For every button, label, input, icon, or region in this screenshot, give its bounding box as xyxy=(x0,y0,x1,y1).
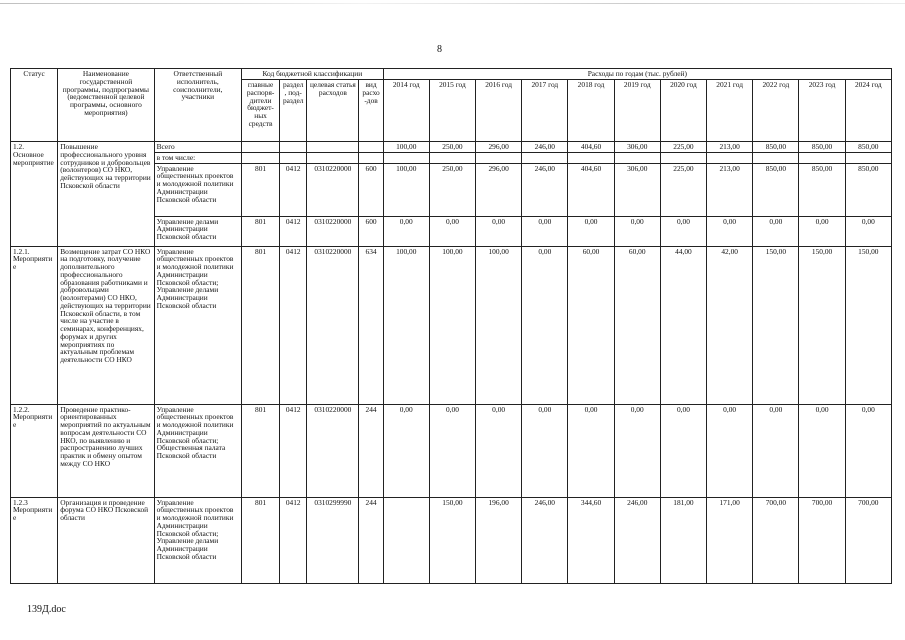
value-cell: 250,00 xyxy=(429,163,475,216)
value-cell: 850,00 xyxy=(799,142,845,153)
value-cell xyxy=(383,497,429,583)
value-cell: 296,00 xyxy=(476,163,522,216)
value-cell: 100,00 xyxy=(383,163,429,216)
value-cell: 0,00 xyxy=(568,404,614,497)
header-year: 2016 год xyxy=(476,80,522,142)
table-row xyxy=(11,142,892,153)
value-cell: 404,60 xyxy=(568,163,614,216)
header-rz: раздел, под-раздел xyxy=(280,80,307,142)
header-year: 2022 год xyxy=(753,80,799,142)
value-cell: 246,00 xyxy=(522,142,568,153)
value-cell: 296,00 xyxy=(476,142,522,153)
value-cell: 306,00 xyxy=(614,163,660,216)
value-cell: 850,00 xyxy=(845,142,891,153)
value-cell: 0,00 xyxy=(522,404,568,497)
value-cell: 0,00 xyxy=(383,404,429,497)
header-csr: целевая статья расходов xyxy=(307,80,359,142)
value-cell: 404,60 xyxy=(568,142,614,153)
value-cell: 250,00 xyxy=(429,142,475,153)
rz-cell: 0412 xyxy=(280,216,307,246)
value-cell: 0,00 xyxy=(476,216,522,246)
value-cell: 0,00 xyxy=(522,216,568,246)
header-budget-code: Код бюджетной классификации xyxy=(242,69,384,80)
header-year: 2018 год xyxy=(568,80,614,142)
value-cell: 0,00 xyxy=(707,216,753,246)
value-cell: 100,00 xyxy=(383,142,429,153)
value-cell: 60,00 xyxy=(568,246,614,404)
value-cell: 0,00 xyxy=(383,216,429,246)
value-cell: 0,00 xyxy=(476,404,522,497)
responsible-cell: Всего xyxy=(154,142,241,153)
vr-cell: 634 xyxy=(359,246,383,404)
value-cell: 0,00 xyxy=(707,404,753,497)
gr-cell: 801 xyxy=(242,163,280,216)
gr-cell: 801 xyxy=(242,404,280,497)
value-cell: 225,00 xyxy=(660,142,706,153)
gr-cell: 801 xyxy=(242,497,280,583)
value-cell: 246,00 xyxy=(522,497,568,583)
scan-edge-line xyxy=(0,3,905,4)
header-expenses: Расходы по годам (тыс. рублей) xyxy=(383,69,891,80)
value-cell: 213,00 xyxy=(707,163,753,216)
csr-cell: 0310220000 xyxy=(307,163,359,216)
value-cell: 246,00 xyxy=(522,163,568,216)
header-year: 2017 год xyxy=(522,80,568,142)
value-cell: 0,00 xyxy=(429,404,475,497)
value-cell: 171,00 xyxy=(707,497,753,583)
value-cell: 700,00 xyxy=(753,497,799,583)
rz-cell: 0412 xyxy=(280,163,307,216)
header-year: 2023 год xyxy=(799,80,845,142)
vr-cell: 244 xyxy=(359,404,383,497)
header-year: 2015 год xyxy=(429,80,475,142)
budget-table xyxy=(10,68,892,584)
value-cell: 0,00 xyxy=(845,404,891,497)
value-cell: 0,00 xyxy=(660,216,706,246)
table-row xyxy=(11,497,892,583)
responsible-cell: Управление общественных проектов и молодежной политики Администрации Псковской области xyxy=(154,163,241,216)
value-cell: 0,00 xyxy=(660,404,706,497)
value-cell: 0,00 xyxy=(799,216,845,246)
value-cell: 196,00 xyxy=(476,497,522,583)
value-cell: 0,00 xyxy=(522,246,568,404)
responsible-cell: в том числе: xyxy=(154,152,241,163)
value-cell: 181,00 xyxy=(660,497,706,583)
value-cell: 0,00 xyxy=(568,216,614,246)
rz-cell: 0412 xyxy=(280,497,307,583)
name-cell: Проведение практико-ориентированных мероприятий по актуальным вопросам деятельности СО НКО, по выявлению и распространению лучших практик и обмену опытом между СО НКО xyxy=(58,404,154,497)
name-cell: Возмещение затрат СО НКО на подготовку, получение дополнительного профессионального образования работниками и добровольцами (волонтерами) СО НКО, действующих на территории Псковской области, в том числе на участие в семинарах, конференциях, форумах и других мероприятиях по актуальным проблемам деятельности СО НКО xyxy=(58,246,154,404)
rz-cell: 0412 xyxy=(280,246,307,404)
vr-cell: 600 xyxy=(359,216,383,246)
value-cell: 0,00 xyxy=(753,216,799,246)
footer-filename: 139Д.doc xyxy=(27,604,66,615)
value-cell: 100,00 xyxy=(476,246,522,404)
header-year: 2019 год xyxy=(614,80,660,142)
status-cell: 1.2.2. Мероприятие xyxy=(11,404,58,497)
status-cell: 1.2. Основное мероприятие xyxy=(11,142,58,247)
value-cell: 225,00 xyxy=(660,163,706,216)
value-cell: 150,00 xyxy=(753,246,799,404)
value-cell: 0,00 xyxy=(799,404,845,497)
header-responsible: Ответственный исполнитель, соисполнители, участники xyxy=(154,69,241,142)
header-year: 2020 год xyxy=(660,80,706,142)
rz-cell: 0412 xyxy=(280,404,307,497)
header-status: Статус xyxy=(11,69,58,142)
value-cell: 700,00 xyxy=(845,497,891,583)
value-cell: 850,00 xyxy=(753,142,799,153)
value-cell: 100,00 xyxy=(383,246,429,404)
header-year: 2014 год xyxy=(383,80,429,142)
gr-cell: 801 xyxy=(242,246,280,404)
value-cell: 100,00 xyxy=(429,246,475,404)
responsible-cell: Управление делами Администрации Псковской области xyxy=(154,216,241,246)
csr-cell: 0310299990 xyxy=(307,497,359,583)
header-year: 2024 год xyxy=(845,80,891,142)
value-cell: 0,00 xyxy=(429,216,475,246)
value-cell: 850,00 xyxy=(845,163,891,216)
csr-cell: 0310220000 xyxy=(307,246,359,404)
responsible-cell: Управление общественных проектов и молодежной политики Администрации Псковской области; Общественная палата Псковской области xyxy=(154,404,241,497)
csr-cell: 0310220000 xyxy=(307,216,359,246)
value-cell: 150,00 xyxy=(845,246,891,404)
value-cell: 0,00 xyxy=(753,404,799,497)
value-cell: 344,60 xyxy=(568,497,614,583)
value-cell: 850,00 xyxy=(753,163,799,216)
value-cell: 213,00 xyxy=(707,142,753,153)
value-cell: 60,00 xyxy=(614,246,660,404)
value-cell: 700,00 xyxy=(799,497,845,583)
header-vr: вид расхо-дов xyxy=(359,80,383,142)
header-gr: главные распоря-дители бюджет-ных средств xyxy=(242,80,280,142)
value-cell: 0,00 xyxy=(845,216,891,246)
value-cell: 150,00 xyxy=(799,246,845,404)
name-cell: Повышение профессионального уровня сотрудников и добровольцев (волонтеров) СО НКО, действующих на территории Псковской области xyxy=(58,142,154,247)
gr-cell: 801 xyxy=(242,216,280,246)
csr-cell: 0310220000 xyxy=(307,404,359,497)
responsible-cell: Управление общественных проектов и молодежной политики Администрации Псковской области; Управление делами Администрации Псковской области xyxy=(154,497,241,583)
name-cell: Организация и проведение форума СО НКО Псковской области xyxy=(58,497,154,583)
value-cell: 246,00 xyxy=(614,497,660,583)
vr-cell: 600 xyxy=(359,163,383,216)
table-row xyxy=(11,246,892,404)
value-cell: 306,00 xyxy=(614,142,660,153)
value-cell: 0,00 xyxy=(614,216,660,246)
value-cell: 44,00 xyxy=(660,246,706,404)
value-cell: 150,00 xyxy=(429,497,475,583)
value-cell: 42,00 xyxy=(707,246,753,404)
value-cell: 850,00 xyxy=(799,163,845,216)
vr-cell: 244 xyxy=(359,497,383,583)
page-number: 8 xyxy=(437,44,442,55)
status-cell: 1.2.1. Мероприятие xyxy=(11,246,58,404)
header-year: 2021 год xyxy=(707,80,753,142)
table-row xyxy=(11,404,892,497)
value-cell: 0,00 xyxy=(614,404,660,497)
responsible-cell: Управление общественных проектов и молодежной политики Администрации Псковской области; Управление делами Администрации Псковской области xyxy=(154,246,241,404)
status-cell: 1.2.3 Мероприятие xyxy=(11,497,58,583)
header-name: Наименование государственной программы, подпрограммы (ведомственной целевой программы, основного мероприятия) xyxy=(58,69,154,142)
